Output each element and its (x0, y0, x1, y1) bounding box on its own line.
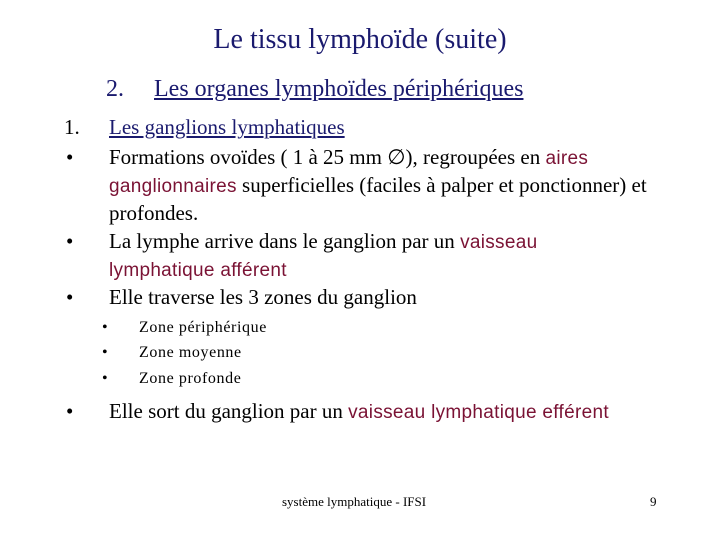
sub-bullet-marker: • (102, 319, 109, 336)
bullet-marker: • (66, 399, 74, 423)
subtitle-text: Les organes lymphoïdes périphériques (154, 76, 524, 102)
vaisseau-efferent-highlight: vaisseau lymphatique efférent (348, 402, 609, 423)
section-subtitle (106, 76, 523, 103)
item1-heading: Les ganglions lymphatiques (109, 115, 345, 139)
bullet2-text-part1: La lymphe arrive dans le ganglion par un (109, 229, 461, 253)
sub-bullet-marker: • (102, 370, 109, 387)
aires-ganglionnaires-highlight: aires ganglionnaires (109, 148, 589, 197)
vaisseau-afferent-highlight: vaisseau lymphatique afférent (109, 232, 538, 281)
footer-text: système lymphatique - IFSI (282, 494, 427, 509)
sub-bullet-marker: • (102, 344, 109, 361)
zone-profonde: Zone profonde (139, 370, 242, 387)
bullet-sort-ganglion (109, 398, 709, 426)
zone-peripherique: Zone périphérique (139, 319, 267, 336)
slide-title: Le tissu lymphoïde (suite) (213, 24, 507, 55)
bullet-marker: • (66, 285, 74, 309)
bullet-marker: • (66, 229, 74, 253)
bullet1-text-part1: Formations ovoïdes ( 1 à 25 mm ∅), regroupées en (109, 145, 546, 169)
list-number-1: 1. (64, 115, 80, 139)
bullet-traverse-zones: Elle traverse les 3 zones du ganglion (109, 285, 417, 309)
page-number: 9 (650, 494, 657, 509)
zone-moyenne: Zone moyenne (139, 344, 242, 361)
bullet-lymphe-arrive (109, 228, 629, 284)
bullet4-text-part1: Elle sort du ganglion par un (109, 399, 349, 423)
bullet-marker: • (66, 145, 74, 169)
bullet-formations (109, 144, 669, 226)
subtitle-number: 2. (106, 76, 124, 102)
bullet1-text-part2: superficielles (faciles à palper et ponctionner) et profondes. (109, 173, 647, 225)
